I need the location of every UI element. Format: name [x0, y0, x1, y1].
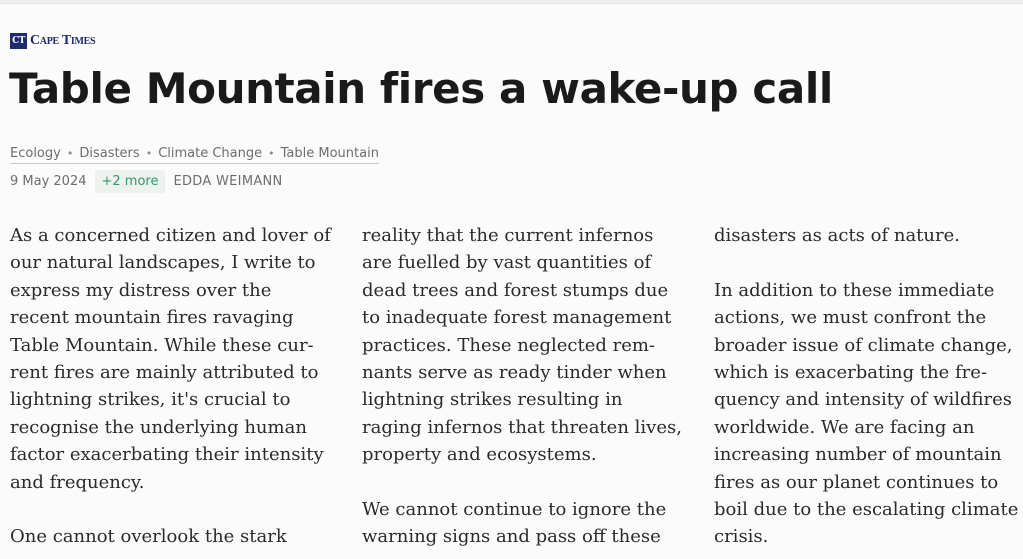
top-divider — [0, 0, 1023, 4]
body-text-line: which is exacerbating the fre- — [714, 362, 988, 384]
body-text-line — [362, 469, 687, 496]
body-text-line: to inadequate forest management — [362, 307, 672, 329]
body-text-line: Table Mountain. While these cur- — [10, 334, 314, 356]
publish-date: 9 May 2024 — [10, 174, 87, 189]
body-text-line: boil due to the escalating climate — [714, 499, 1019, 521]
body-text-line: dead trees and forest stumps due — [362, 279, 669, 301]
body-text-line — [10, 496, 335, 523]
article-meta — [10, 170, 283, 193]
body-text-line: raging infernos that threaten lives, — [362, 416, 682, 438]
article-column-3 — [714, 222, 1023, 551]
body-text-line: factor exacerbating their intensity — [10, 444, 324, 466]
publication-badge-icon: CT — [10, 33, 27, 49]
article-column-1 — [10, 222, 335, 551]
body-text-line: One cannot overlook the stark — [10, 526, 287, 548]
tag-separator: • — [66, 147, 74, 160]
body-text-line: and frequency. — [10, 471, 145, 493]
body-text-line: rent fires are mainly attributed to — [10, 362, 319, 384]
body-text-line: As a concerned citizen and lover of — [10, 225, 331, 246]
body-text-line: reality that the current infernos — [362, 225, 654, 246]
tag-separator: • — [145, 147, 153, 160]
body-text-line: increasing number of mountain — [714, 444, 1002, 466]
body-text-line: recognise the underlying human — [10, 416, 307, 438]
article-headline: Table Mountain fires a wake-up call — [9, 64, 833, 113]
body-text-line: express my distress over the — [10, 279, 272, 301]
body-text-line: are fuelled by vast quantities of — [362, 252, 652, 274]
tag-disasters[interactable]: Disasters — [79, 146, 140, 161]
body-text-line: disasters as acts of nature. — [714, 225, 960, 246]
body-text-line: broader issue of climate change, — [714, 334, 1013, 356]
body-text-line: lightning strikes resulting in — [362, 389, 623, 411]
tag-table-mountain[interactable]: Table Mountain — [280, 146, 379, 161]
body-text-line: quency and intensity of wildfires — [714, 389, 1013, 411]
body-text-line: practices. These neglected rem- — [362, 334, 656, 356]
author-name[interactable]: EDDA WEIMANN — [173, 174, 283, 189]
tag-separator: • — [268, 147, 275, 160]
more-authors-button[interactable]: +2 more — [95, 170, 166, 193]
body-text-line: property and ecosystems. — [362, 444, 597, 466]
body-text-line: fires as our planet continues to — [714, 471, 999, 493]
body-text-line: lightning strikes, it's crucial to — [10, 389, 291, 411]
body-text-line: We cannot continue to ignore the — [362, 499, 667, 521]
body-text-line — [714, 249, 1023, 276]
body-text-line: recent mountain fires ravaging — [10, 307, 294, 329]
body-text-line: crisis. — [714, 526, 769, 548]
body-text-line: In addition to these immediate — [714, 279, 995, 301]
body-text-line: worldwide. We are facing an — [714, 416, 975, 438]
tag-ecology[interactable]: Ecology — [10, 146, 61, 161]
tag-climate-change[interactable]: Climate Change — [158, 146, 263, 161]
body-text-line: warning signs and pass off these — [362, 526, 661, 548]
tag-list — [10, 146, 379, 164]
body-text-line: our natural landscapes, I write to — [10, 252, 316, 274]
publication-name: Cape Times — [30, 33, 96, 48]
body-text-line: nants serve as ready tinder when — [362, 362, 667, 384]
publication-logo[interactable] — [10, 32, 95, 50]
body-text-line: actions, we must confront the — [714, 307, 987, 329]
article-column-2 — [362, 222, 687, 551]
